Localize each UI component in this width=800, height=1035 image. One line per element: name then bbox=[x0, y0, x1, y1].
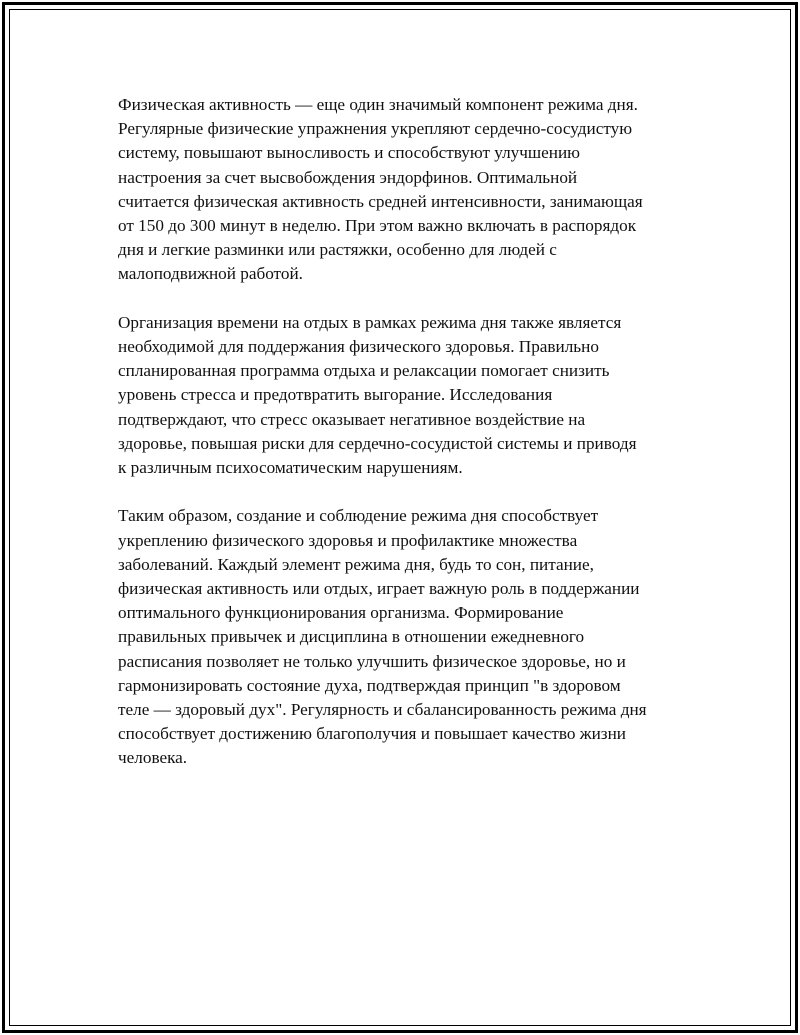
paragraph-physical-activity: Физическая активность — еще один значимый компонент режима дня. Регулярные физические упражнения укрепляют сердечно-сосудистую систему, повышают выносливость и способствуют улучшению настроения за счет высвобождения эндорфинов. Оптимальной считается физическая активность средней интенсивности, занимающая от 150 до 300 минут в неделю. При этом важно включать в распорядок дня и легкие разминки или растяжки, особенно для людей с малоподвижной работой. bbox=[118, 95, 643, 284]
paragraph-rest-organization: Организация времени на отдых в рамках режима дня также является необходимой для поддержания физического здоровья. Правильно спланированная программа отдыха и релаксации помогает снизить уровень стресса и предотвратить выгорание. Исследования подтверждают, что стресс оказывает негативное воздействие на здоровье, повышая риски для сердечно-сосудистой системы и приводя к различным психосоматическим нарушениям. bbox=[118, 312, 637, 478]
paragraph-conclusion: Таким образом, создание и соблюдение режима дня способствует укреплению физического здоровья и профилактике множества заболеваний. Каждый элемент режима дня, будь то сон, питание, физическая активность или отдых, играет важную роль в поддержании оптимального функционирования организма. Формирование правильных привычек и дисциплина в отношении ежедневного расписания позволяет не только улучшить физическое здоровье, но и гармонизировать состояние духа, подтверждая принцип "в здоровом теле — здоровый дух". Регулярность и сбалансированность режима дня способствует достижению благополучия и повышает качество жизни человека. bbox=[118, 506, 647, 768]
document-body bbox=[118, 93, 693, 795]
